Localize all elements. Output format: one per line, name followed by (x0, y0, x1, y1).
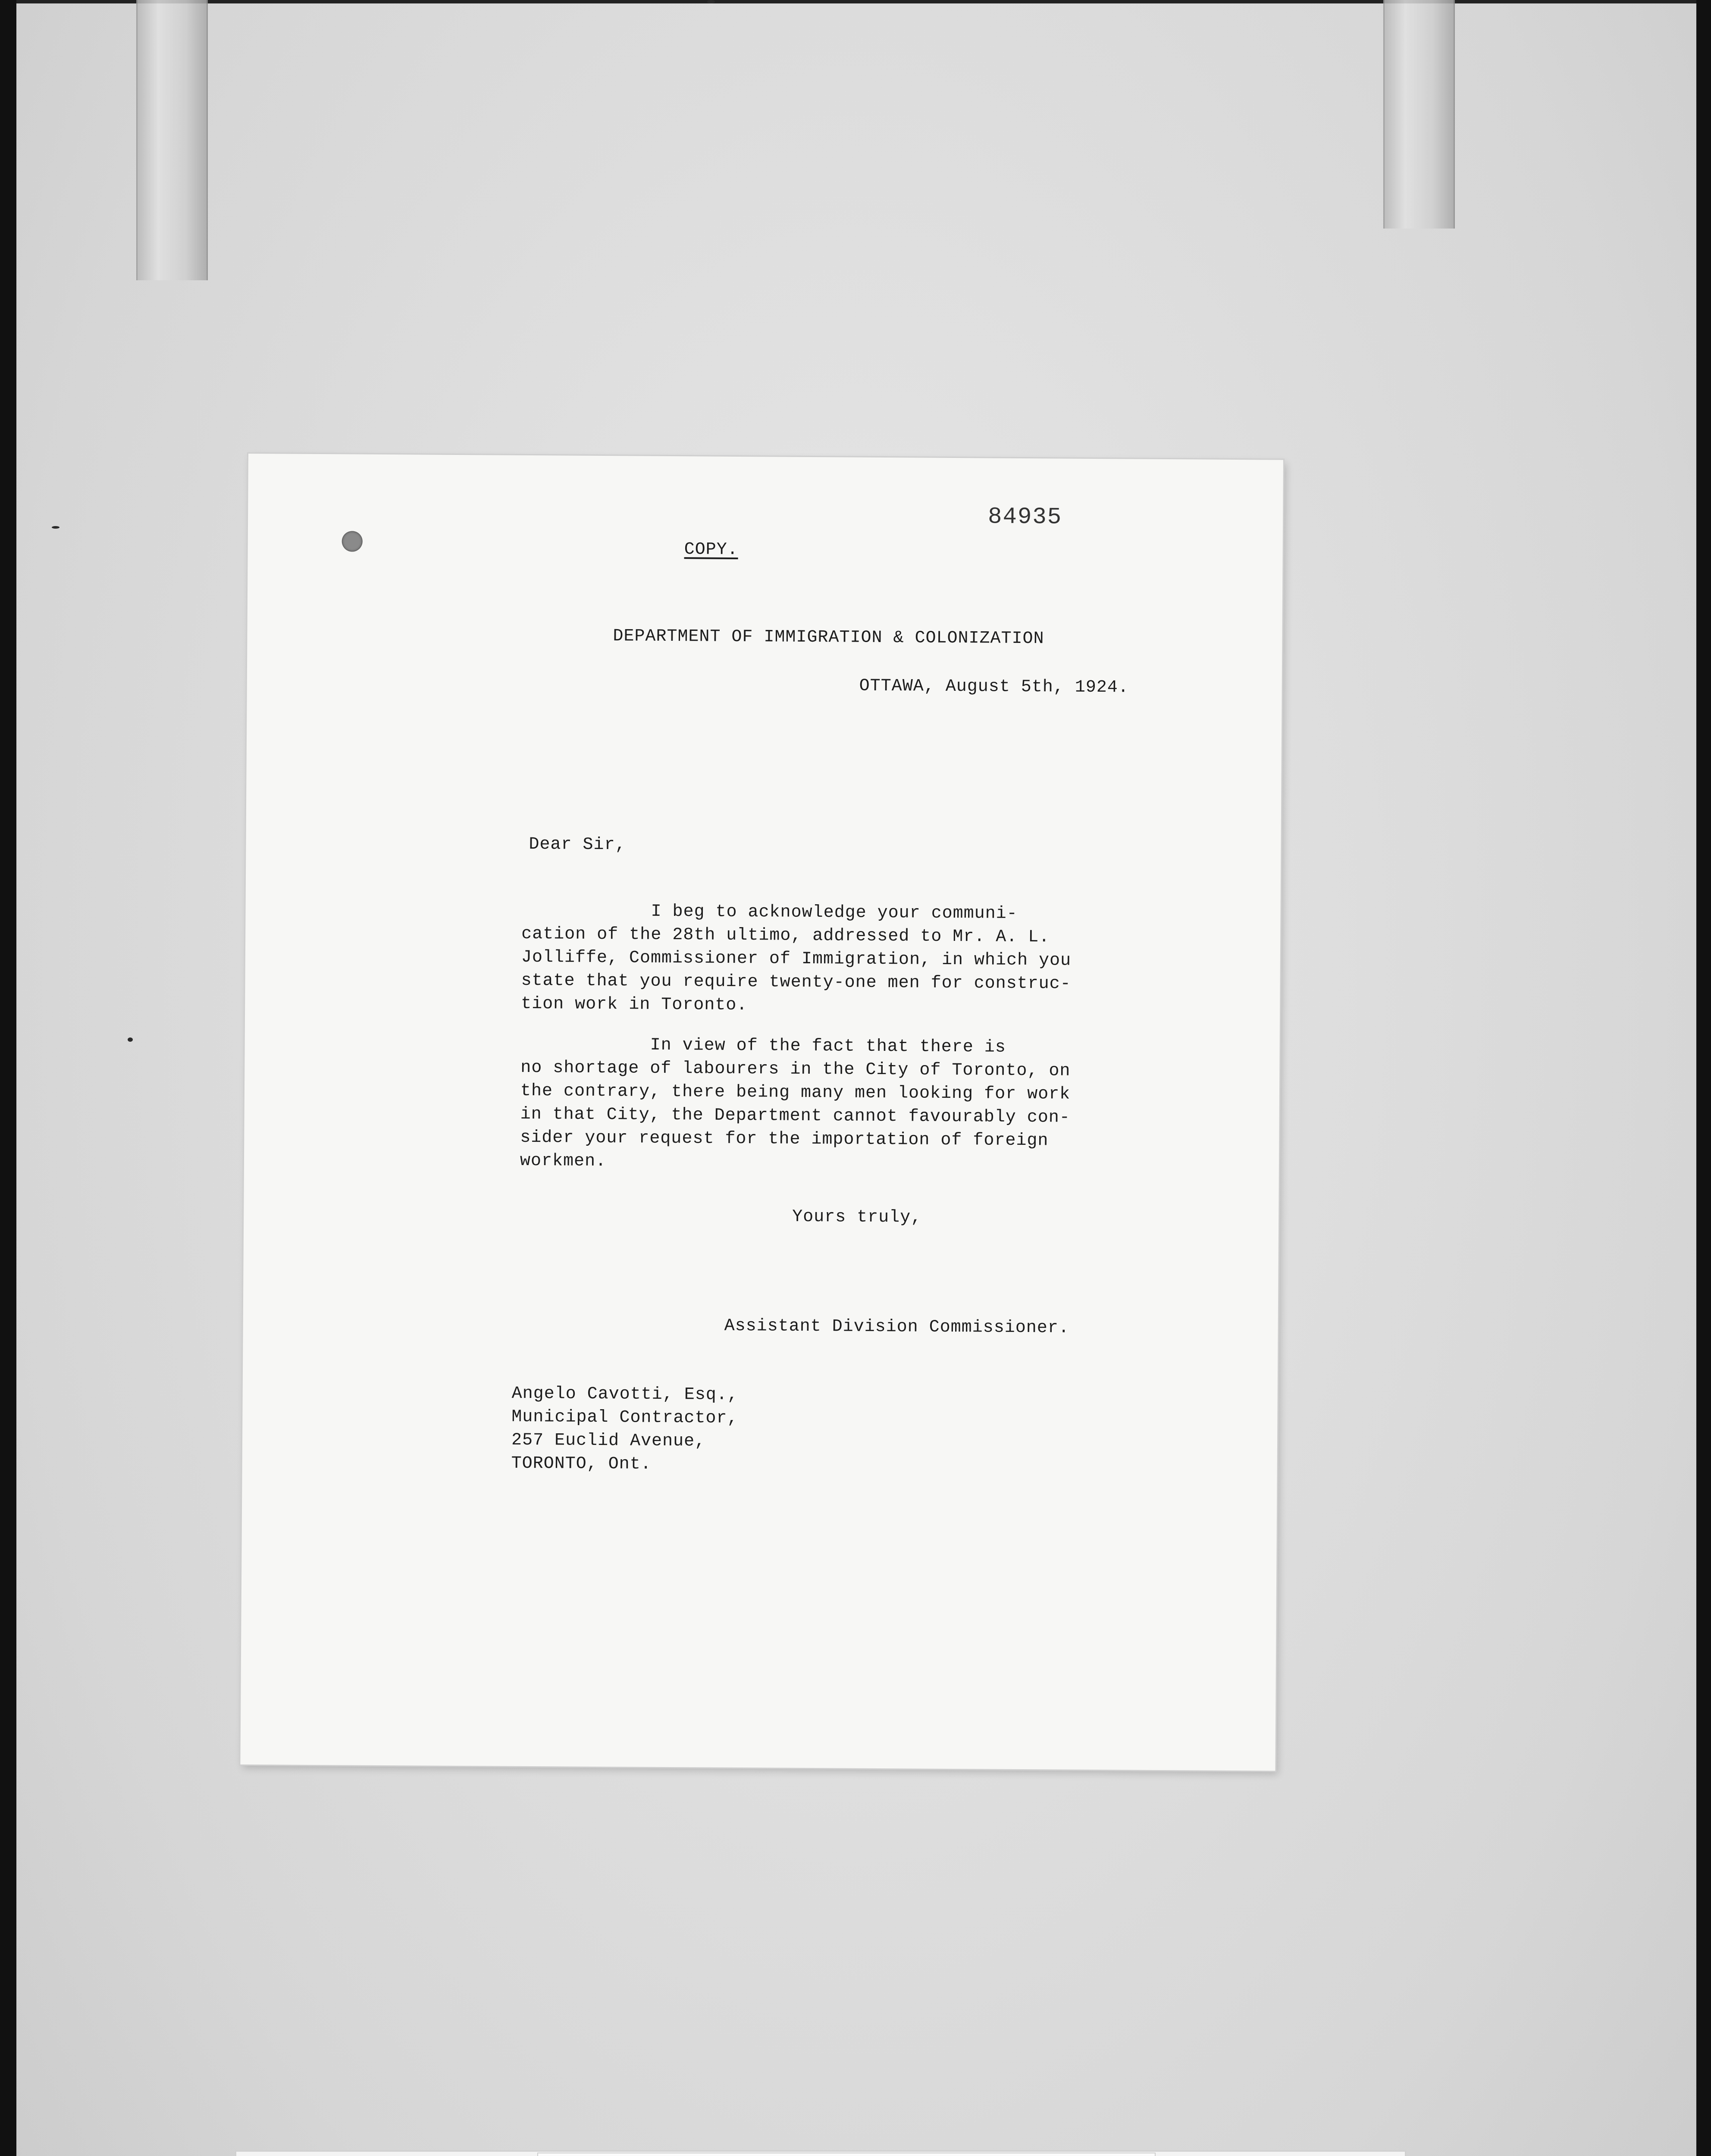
punch-hole (342, 531, 363, 552)
salutation: Dear Sir, (529, 834, 626, 855)
paragraph-line: In view of the fact that there is (520, 1034, 1006, 1057)
paragraph-line: tion work in Toronto. (521, 994, 748, 1015)
film-frame-right-edge (1696, 0, 1711, 2156)
paragraph-line: workmen. (520, 1151, 607, 1172)
paragraph-line: the contrary, there being many men looking for work (520, 1081, 1071, 1104)
paragraph-line: I beg to acknowledge your communi- (521, 901, 1018, 924)
paragraph-line: Jolliffe, Commissioner of Immigration, in which you (521, 947, 1072, 971)
paragraph-line: in that City, the Department cannot favourably con- (520, 1104, 1070, 1128)
address-line: Angelo Cavotti, Esq., (511, 1384, 738, 1405)
document-number: 84935 (987, 504, 1062, 531)
address-line: TORONTO, Ont. (511, 1454, 652, 1474)
signature-title: Assistant Division Commissioner. (724, 1316, 1069, 1338)
closing: Yours truly, (792, 1207, 922, 1228)
mounting-tape-top-right (1383, 0, 1455, 229)
recipient-address (511, 1382, 738, 1477)
film-frame-left-edge (0, 0, 16, 2156)
letter-sheet (240, 454, 1283, 1771)
paragraph-line: cation of the 28th ultimo, addressed to Mr. A. L. (521, 924, 1050, 947)
dust-speck (707, 0, 715, 3)
mounting-tape-top-left (136, 0, 208, 280)
paragraph-line: no shortage of labourers in the City of Toronto, on (520, 1058, 1071, 1081)
body-paragraph-2 (520, 1033, 1099, 1176)
address-line: 257 Euclid Avenue, (511, 1430, 706, 1451)
copy-label: COPY. (684, 540, 738, 560)
body-paragraph-1 (521, 899, 1100, 1019)
paragraph-line: state that you require twenty-one men for construc- (521, 971, 1071, 994)
paragraph-line: sider your request for the importation of foreign (520, 1128, 1049, 1151)
letterhead-department: DEPARTMENT OF IMMIGRATION & COLONIZATION (613, 627, 1044, 649)
address-line: Municipal Contractor, (511, 1407, 738, 1428)
collection-slip (538, 2153, 1155, 2156)
dateline: OTTAWA, August 5th, 1924. (859, 676, 1129, 698)
dust-speck (52, 526, 60, 529)
dust-speck (128, 1037, 133, 1042)
